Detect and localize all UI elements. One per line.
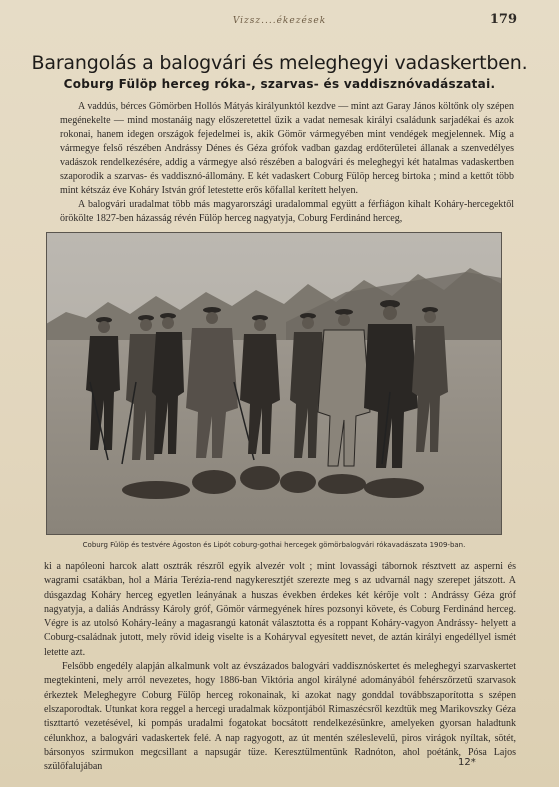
article-title: Barangolás a balogvári és meleghegyi vadaskertben. xyxy=(31,52,528,74)
paragraph-3: ki a napóleoni harcok alatt osztrák részről egyik alvezér volt ; mint lovassági tábornok résztvett az asperni és wagrami csatákban, hol a Mária Terézia-rend nagykeresztjét szerezte meg s az udvarnál nagy szerepet játszott. A dúsgazdag Koháry herceg egyetlen leányának a huszas években érdekes két kérője volt : Andrássy Géza gróf nagyatyja, a daliás Andrássy Károly gróf, Gömör vármegyének híres pozsonyi követe, és Coburg Ferdinánd herceg. Végre is az utolsó Koháry-leány a magasrangú katonát választotta és a roppant Koháry-vagyon Andrássy- helyett a Coburg-családnak jutott, mely rövid ideig viselte is a Koháryval egyesített nevet, de aztán királyi engedéllyel ismét letette azt. xyxy=(44,561,516,658)
article-subtitle: Coburg Fülöp herceg róka-, szarvas- és vaddisznóvadászatai. xyxy=(63,77,496,91)
main-text-block xyxy=(44,560,516,774)
footer-signature-number: 12* xyxy=(458,757,476,768)
paragraph-4: Felsőbb engedély alapján alkalmunk volt az évszázados balogvári vaddisznóskertet és meleghegyi szarvaskertet megtekinteni, mely arról nevezetes, hogy 1886-ban Viktória angol királyné adományából fehérszőrzetű szarvasok érkeztek Meleghegyre Coburg Fülöp herceg rokonainak, ki azokat nagy gonddal továbbszaporította s szépen elszaporodtak. Utunkat kora reggel a hercegi uradalmak központjából Rimaszécsről kezdtük meg Marikovszky Géza tiszttartó vezetésével, ki pompás uradalmi fogatokat bocsátott rendelkezésünkre, amelyeken gyorsan haladtunk célunkhoz, a balogvári vadaskertek felé. A nap ragyogott, az út mentén széleslevelű, piros virágok nyíltak, sötét, bársonyos szirmukon megcsillant a napsugár tüze. Keresztülmentünk Radnóton, ahol poétánk, Pósa Lajos szülőfalujában xyxy=(44,661,516,773)
paragraph-1: A vaddús, bérces Gömörben Hollós Mátyás királyunktól kezdve — mint azt Garay János költőnk oly szépen megénekelte — mind mostanáig nagy előszeretettel űzik a vadat nemesak királyi családunk sarjadékai és azok rokonai, hanem idegen országok fejedelmei is, akik Gömör vármegyében mint vendégek megjelennek. Míg a vármegye felső részében Andrássy Dénes és Géza grófok vadban gazdag erdőterületei állanak a szenvedélyes vadászok rendelkezésére, addig a vármegye alsó részében a balogvári és meleghegyi két hatalmas vadaskertben szaporodik a szarvas- és vaddisznó-állomány. E két vadaskert Coburg Fülöp herceg birtoka ; mind a kettőt több mint kétszáz éve Koháry István gróf letestette erős kőfallal kerített helyen. xyxy=(60,101,514,196)
intro-text-block xyxy=(60,100,514,226)
hunting-party-photo xyxy=(46,232,502,535)
page-number: 179 xyxy=(489,12,517,27)
running-head: Vizsz....ékezések xyxy=(232,16,327,26)
photo-caption: Coburg Fülöp és testvére Ágoston és Lipót coburg-gothai hercegek gömörbalogvári rókavadászata 1909-ban. xyxy=(82,541,466,549)
paragraph-2: A balogvári uradalmat több más magyarországi uradalommal együtt a férfiágon kihalt Koháry-hercegektől örökölte 1827-ben házasság révén Fülöp herceg nagyatyja, Coburg Ferdinánd herceg, xyxy=(60,199,514,224)
